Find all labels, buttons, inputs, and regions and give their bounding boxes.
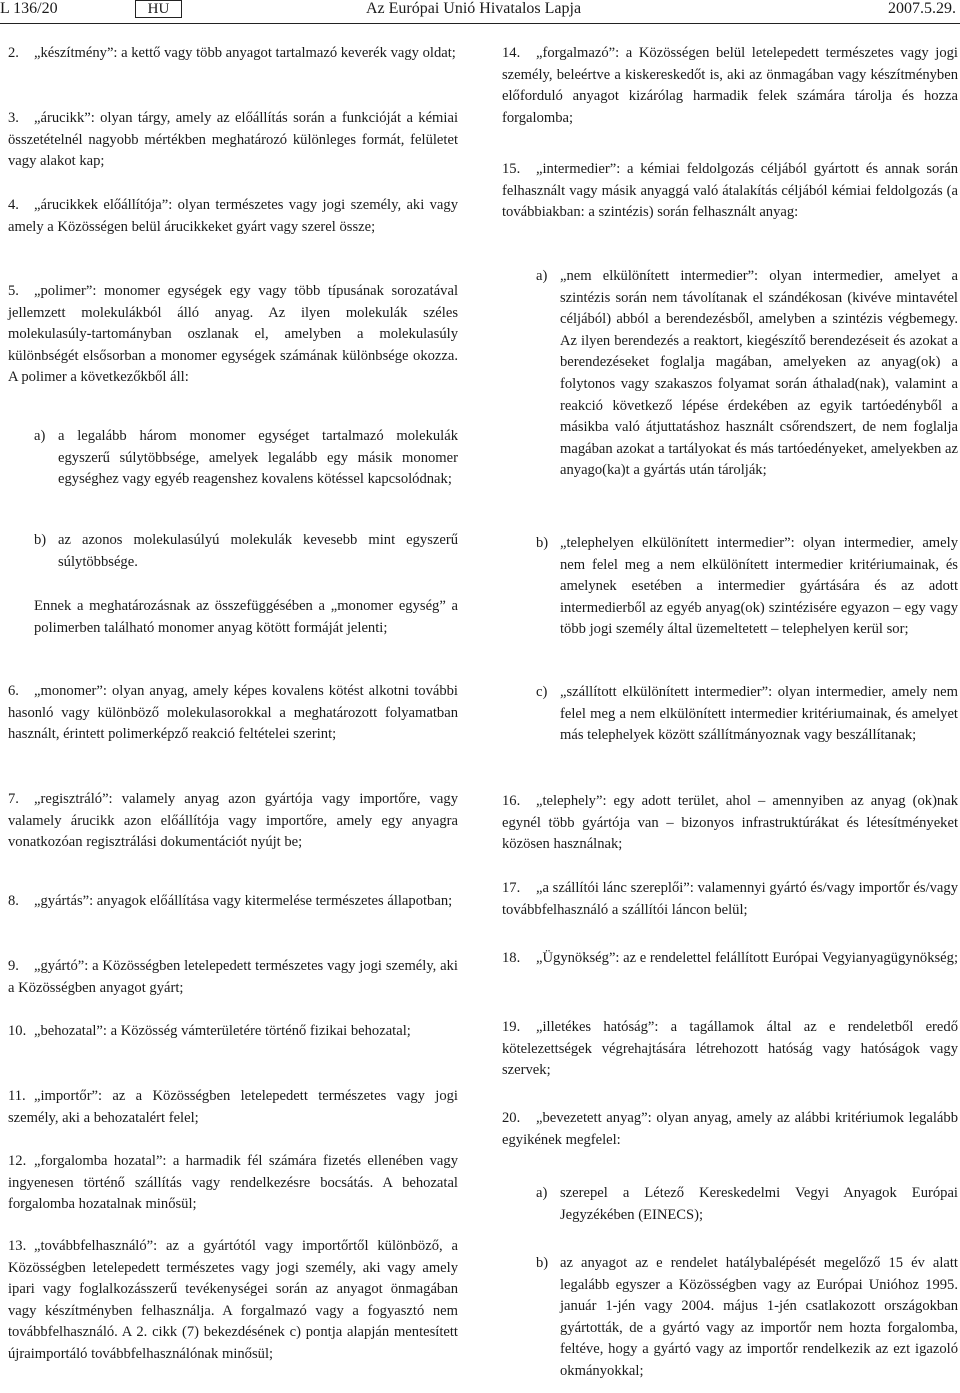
item-text: „forgalmazó”: a Közösségen belül letelepedett természetes vagy jogi személy, beleértve a kiskereskedőt is, aki az önmagában vagy készítményben előforduló anyagot kizárólag harmadik felek számára tárolja és hozza forgalomba;: [502, 45, 958, 126]
definition-8: [8, 891, 458, 913]
item-text: az anyagot az e rendelet hatálybalépését megelőző 15 év alatt legalább egyszer a Közösségben vagy az Európai Unióhoz 1995. január 1-jén vagy 2004. május 1-jén csatlakozott országokban gyártották, de a gyártó vagy az importőr nem hozta forgalomba, feltéve, hogy a gyártó vagy az importőr rendelkezik az ezt igazoló okmányokkal;: [560, 1255, 958, 1379]
item-text: „árucikk”: olyan tárgy, amely az előállítás során a funkcióját a kémiai összetételnél nagyobb mértékben meghatározó különleges formát, felületet vagy alakot kap;: [8, 110, 458, 170]
item-text: „intermedier”: a kémiai feldolgozás céljából gyártott és annak során felhasznált vagy másik anyaggá való átalakítás céljából kémiai feldolgozás (a továbbiakban: a szintézis) során felhasznált anyag:: [502, 161, 958, 221]
journal-title: Az Európai Unió Hivatalos Lapja: [366, 0, 582, 17]
item-text: „telephely”: egy adott terület, ahol – amennyiben az anyag (ok)nak egynél több gyártója van – bizonyos infrastruktúrákat és létesítményeket közösen használnak;: [502, 793, 958, 853]
definition-15-b: [536, 533, 958, 641]
item-text: „illetékes hatóság”: a tagállamok által az e rendeletből eredő kötelezettségek végrehajtására létrehozott hatóság vagy hatóságok vagy szervek;: [502, 1019, 958, 1079]
note-text: Ennek a meghatározásnak az összefüggésében a „monomer egység” a polimerben található monomer anyag kötött formáját jelenti;: [34, 598, 458, 636]
definition-6: [8, 681, 458, 746]
definition-15: [502, 159, 958, 224]
item-number: 4.: [8, 197, 19, 213]
definition-5: [8, 281, 458, 389]
item-text: „gyártó”: a Közösségben letelepedett természetes vagy jogi személy, aki a Közösségben anyagot gyárt;: [8, 958, 458, 996]
definition-15-a: [536, 266, 958, 482]
item-number: 13.: [8, 1238, 27, 1254]
definition-20-b: [536, 1253, 958, 1383]
item-text: „készítmény”: a kettő vagy több anyagot tartalmazó keverék vagy oldat;: [34, 45, 456, 61]
item-number: 2.: [8, 45, 19, 61]
item-text: szerepel a Létező Kereskedelmi Vegyi Anyagok Európai Jegyzékében (EINECS);: [560, 1185, 958, 1223]
definition-2: [8, 43, 458, 65]
item-text: „a szállítói lánc szereplői”: valamennyi gyártó és/vagy importőr és/vagy továbbfelhasználó a szállítói láncon belül;: [502, 880, 958, 918]
publication-date: 2007.5.29.: [888, 0, 956, 17]
item-text: „behozatal”: a Közösség vámterületére történő fizikai behozatal;: [34, 1023, 411, 1039]
definition-17: [502, 878, 958, 921]
item-text: „gyártás”: anyagok előállítása vagy kitermelése természetes állapotban;: [34, 893, 453, 909]
item-text: „szállított elkülönített intermedier”: olyan intermedier, amely nem felel meg a nem elkülönített intermedier kritériumainak, és amelyet más telephelyek között szállítmányoznak vagy beszállítanak;: [560, 684, 958, 744]
item-text: „bevezetett anyag”: olyan anyag, amely az alábbi kritériumok legalább egyikének megfelel:: [502, 1110, 958, 1148]
item-letter: a): [34, 428, 46, 444]
definition-5-b: [34, 530, 458, 573]
item-text: „monomer”: olyan anyag, amely képes kovalens kötést alkotni további hasonló vagy különböző molekulasorokkal a meghatározott folyamatban használt, érintett polimerképző reakció feltételei szerint;: [8, 683, 458, 743]
item-number: 8.: [8, 893, 19, 909]
item-text: „polimer”: monomer egységek egy vagy több típusának sorozatával jellemzett molekulákból álló anyag. Az ilyen molekulák széles molekulasúly-tartományban oszlanak el, amelyben a molekulasúly különbségét elsősorban a monomer egységek számának különbsége okozza. A polimer a következőkből áll:: [8, 283, 458, 386]
item-text: „importőr”: az a Közösségben letelepedett természetes vagy jogi személy, aki a behozatalért felel;: [8, 1088, 458, 1126]
item-number: 3.: [8, 110, 19, 126]
definition-20-a: [536, 1183, 958, 1226]
item-number: 18.: [502, 950, 521, 966]
definition-15-c: [536, 682, 958, 747]
item-letter: a): [536, 1185, 548, 1201]
definition-12: [8, 1151, 458, 1216]
definition-5-note: [34, 596, 458, 639]
item-number: 17.: [502, 880, 521, 896]
item-number: 5.: [8, 283, 19, 299]
item-letter: b): [536, 1255, 549, 1271]
definition-14: [502, 43, 958, 129]
item-letter: b): [34, 532, 47, 548]
definition-18: [502, 948, 958, 970]
header-rule: [0, 23, 960, 24]
item-text: az azonos molekulasúlyú molekulák kevesebb mint egyszerű súlytöbbsége.: [58, 532, 458, 570]
definition-20: [502, 1108, 958, 1151]
definition-9: [8, 956, 458, 999]
item-text: „forgalomba hozatal”: a harmadik fél számára fizetés ellenében vagy ingyenesen történő szállítás vagy rendelkezésre bocsátás. A behozatal forgalomba hozatalnak minősül;: [8, 1153, 458, 1213]
definition-11: [8, 1086, 458, 1129]
definition-13: [8, 1236, 458, 1366]
definition-19: [502, 1017, 958, 1082]
item-number: 16.: [502, 793, 521, 809]
item-letter: a): [536, 268, 548, 284]
item-letter: b): [536, 535, 549, 551]
item-number: 12.: [8, 1153, 27, 1169]
definition-3: [8, 108, 458, 173]
item-number: 20.: [502, 1110, 521, 1126]
item-text: „telephelyen elkülönített intermedier”: olyan intermedier, amely nem felel meg a nem elkülönített intermedier kritériumainak, és amelynek esetében a intermedier gyártására és az adott intermedierből az egyéb anyag(ok) szintézisére egyazon – egy vagy több jogi személy által üzemeltetett – telephelyen kerül sor;: [560, 535, 958, 638]
definition-5-a: [34, 426, 458, 491]
item-text: „nem elkülönített intermedier”: olyan intermedier, amelyet a szintézis során nem távolítanak el szándékosan (kivéve mintavétel céljából) abból a berendezésből, amelyben a szintézis végbemegy. Az ilyen berendezés a reaktort, kiegészítő berendezéseit és azokat a berendezéseket foglalja magában, amelyeken az anyag(ok) a folytonos vagy szakaszos folyamat során áthalad(nak), valamint a reakció következő lépése érdekében az egyik tartóedényből a másikba való átjuttatáshoz használt csőrendszert, de nem foglalja magában azokat a tartályokat és más tartóedényeket, amelyekben az anyago(ka)t a gyártás után tárolják;: [560, 268, 958, 479]
item-number: 15.: [502, 161, 521, 177]
item-text: „Ügynökség”: az e rendelettel felállított Európai Vegyianyagügynökség;: [536, 950, 958, 966]
item-text: a legalább három monomer egységet tartalmazó molekulák egyszerű súlytöbbsége, amelyek legalább egy másik monomer egységhez vagy egyéb reagenshez kovalens kötéssel kapcsolódnak;: [58, 428, 458, 488]
item-number: 9.: [8, 958, 19, 974]
definition-4: [8, 195, 458, 238]
item-number: 11.: [8, 1088, 26, 1104]
language-code-box: HU: [135, 0, 182, 18]
item-number: 19.: [502, 1019, 521, 1035]
definition-7: [8, 789, 458, 854]
item-text: „árucikkek előállítója”: olyan természetes vagy jogi személy, aki vagy amely a Közösségen belül árucikkeket gyárt vagy szerel össze;: [8, 197, 458, 235]
page-reference: L 136/20: [0, 0, 58, 17]
definition-16: [502, 791, 958, 856]
item-number: 14.: [502, 45, 521, 61]
item-number: 10.: [8, 1023, 27, 1039]
page-header: [0, 0, 960, 24]
item-number: 6.: [8, 683, 19, 699]
item-letter: c): [536, 684, 548, 700]
item-text: „továbbfelhasználó”: az a gyártótól vagy importőrtől különböző, a Közösségben letelepedett természetes vagy jogi személy, aki vagy amely ipari vagy foglalkozásszerű tevékenységei során az anyagot önmagában vagy készítményben felhasználja. A forgalmazó vagy a fogyasztó nem továbbfelhasználó. A 2. cikk (7) bekezdésének c) pontja alapján mentesített újraimportáló továbbfelhasználónak minősül;: [8, 1238, 458, 1362]
definition-10: [8, 1021, 458, 1043]
item-number: 7.: [8, 791, 19, 807]
item-text: „regisztráló”: valamely anyag azon gyártója vagy importőre, vagy valamely árucikk azon előállítója vagy importőre, amely egy anyagra vonatkozóan regisztrálási dokumentációt nyújt be;: [8, 791, 458, 851]
